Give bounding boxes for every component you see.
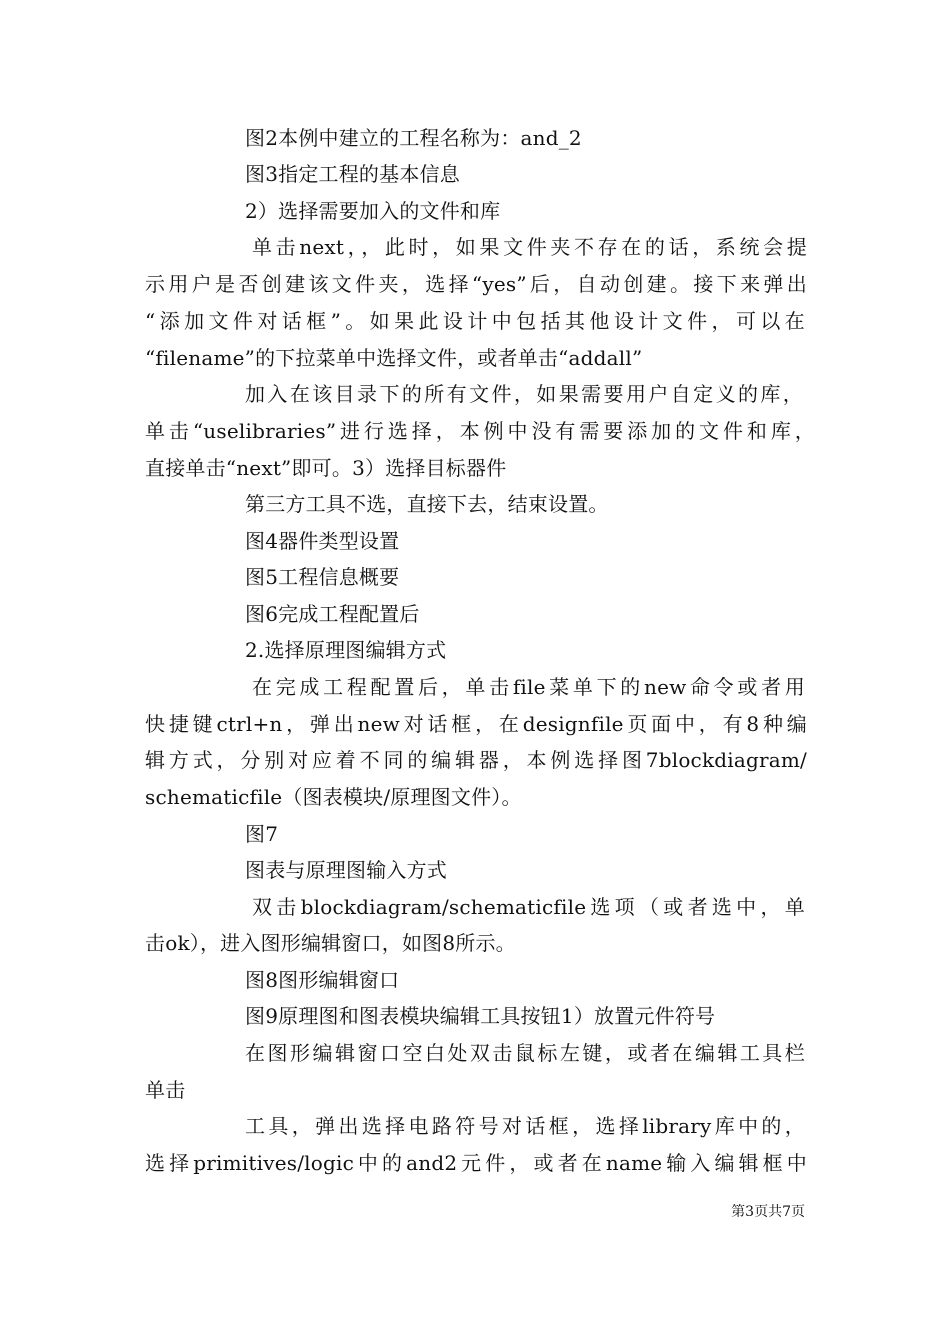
text-line: 选择primitives/logic中的and2元件，或者在name输入编辑框中 (145, 1151, 807, 1175)
text-line: 图9原理图和图表模块编辑工具按钮1）放置元件符号 (245, 1004, 716, 1028)
text-line: 加入在该目录下的所有文件，如果需要用户自定义的库， (245, 382, 803, 406)
text-line: 快捷键ctrl+n，弹出new对话框，在designfile页面中，有8种编 (145, 712, 807, 736)
text-line: 单击 (145, 1078, 186, 1102)
text-line: 工具，弹出选择电路符号对话框，选择library库中的， (245, 1114, 805, 1138)
text-line: 单击“uselibraries”进行选择，本例中没有需要添加的文件和库， (145, 419, 815, 443)
text-line: 2）选择需要加入的文件和库 (245, 199, 501, 223)
text-line: 双击blockdiagram/schematicfile选项（或者选中，单 (252, 895, 805, 919)
text-line: 图4器件类型设置 (245, 529, 400, 553)
text-line: 图7 (245, 822, 279, 846)
page-number-footer: 第3页共7页 (731, 1204, 805, 1220)
text-line: 图8图形编辑窗口 (245, 968, 400, 992)
text-line: 图3指定工程的基本信息 (245, 162, 460, 186)
text-line: 直接单击“next”即可。3）选择目标器件 (145, 456, 507, 480)
text-line: 图2本例中建立的工程名称为：and_2 (245, 126, 582, 150)
text-line: 在图形编辑窗口空白处双击鼠标左键，或者在编辑工具栏 (245, 1041, 805, 1065)
text-line: 辑方式，分别对应着不同的编辑器，本例选择图7blockdiagram/ (145, 748, 807, 772)
text-line: 示用户是否创建该文件夹，选择“yes”后，自动创建。接下来弹出 (145, 272, 807, 296)
text-line: 在完成工程配置后，单击file菜单下的new命令或者用 (252, 675, 805, 699)
text-line: 图5工程信息概要 (245, 565, 400, 589)
text-line: “添加文件对话框”。如果此设计中包括其他设计文件，可以在 (145, 309, 805, 333)
text-line: 2.选择原理图编辑方式 (245, 638, 447, 662)
text-line: 图表与原理图输入方式 (245, 858, 447, 882)
text-line: schematicfile（图表模块/原理图文件）。 (145, 785, 522, 809)
text-line: 击ok），进入图形编辑窗口，如图8所示。 (145, 931, 516, 955)
text-line: 第三方工具不选，直接下去，结束设置。 (245, 492, 609, 516)
text-line: “filename”的下拉菜单中选择文件，或者单击“addall” (145, 346, 643, 370)
text-line: 单击next，，此时，如果文件夹不存在的话，系统会提 (252, 235, 807, 259)
text-line: 图6完成工程配置后 (245, 602, 420, 626)
